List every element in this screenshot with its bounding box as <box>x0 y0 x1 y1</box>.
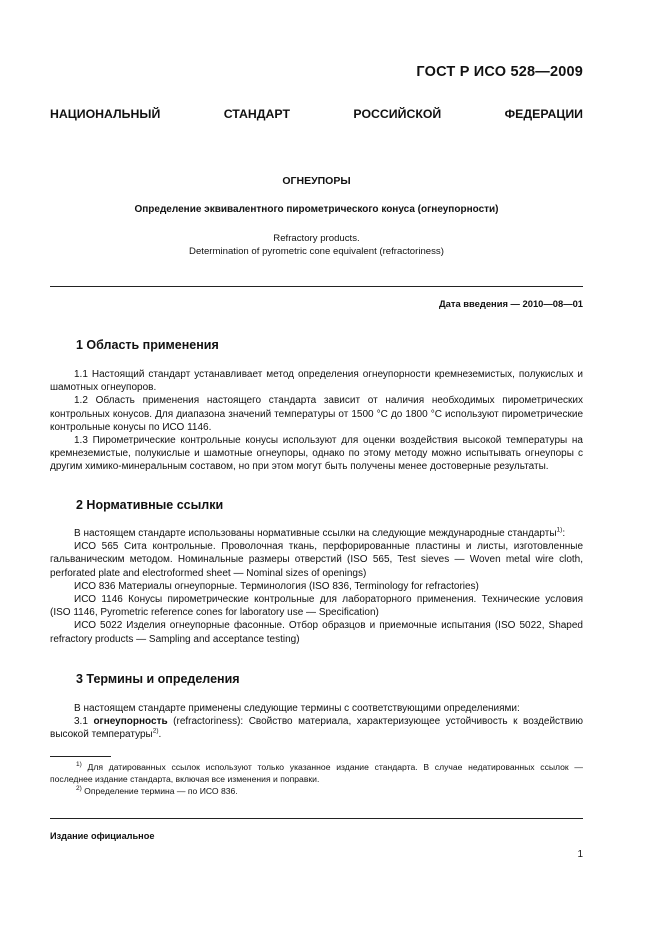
footnote-divider <box>50 756 111 757</box>
footnote-2: $^{2)}$ Определение термина — по ИСО 836. <box>76 785 238 796</box>
official-edition-label: Издание официальное <box>50 831 155 841</box>
title-divider <box>50 286 583 287</box>
clause-1-1: 1.1 Настоящий стандарт устанавливает метод определения огнеупорности кремнеземистых, полукислых и шамотных огнеупоров. <box>50 369 583 394</box>
clause-1-3: 1.3 Пирометрические контрольные конусы используют для оценки воздействия высокой температуры на кремнеземистые, полукислые и шамотные огнеупоры, однако по этому методу можно испытывать огнеупоры с другим химико-минеральным составом, но при этом могут быть получены менее достоверные результаты. <box>50 435 583 473</box>
introduction-date: Дата введения — 2010—08—01 <box>438 298 583 309</box>
gost-number: ГОСТ Р ИСО 528—2009 <box>416 64 583 80</box>
terms-intro: В настоящем стандарте применены следующие термины с соответствующими определениями: <box>74 703 520 714</box>
term-3-1: 3.1 огнеупорность (refractoriness): Свойство материала, характеризующее устойчивость к воздействию высокой температуры$^{2)}$. <box>50 716 584 741</box>
clause-1-2: 1.2 Область применения настоящего стандарта зависит от наличия необходимых пирометрических контрольных конусов. Для диапазона значений температуры от 1500 °С до 1800 °С используют пирометрические контрольные конусы по ИСО 1146. <box>50 395 583 433</box>
reference-iso-1146: ИСО 1146 Конусы пирометрические контрольные для лабораторного применения. Технические условия (ISO 1146, Pyrometric reference cones for laboratory use — Specification) <box>50 594 583 619</box>
reference-iso-5022: ИСО 5022 Изделия огнеупорные фасонные. Отбор образцов и приемочные испытания (ISO 5022, Shaped refractory products — Sampling and acceptance testing) <box>50 620 583 645</box>
section-2-heading: 2 Нормативные ссылки <box>76 498 224 512</box>
section-1-heading: 1 Область применения <box>76 338 219 352</box>
reference-iso-836: ИСО 836 Материалы огнеупорные. Терминология (ISO 836, Terminology for refractories) <box>74 580 479 592</box>
section-1-body <box>50 368 583 474</box>
english-title-line2: Determination of pyrometric cone equivalent (refractoriness) <box>189 246 444 257</box>
section-3-body <box>50 702 583 742</box>
english-title <box>50 232 583 258</box>
national-standard-banner: НАЦИОНАЛЬНЫЙ СТАНДАРТ РОССИЙСКОЙ ФЕДЕРАЦИИ <box>50 107 583 121</box>
references-intro: В настоящем стандарте использованы нормативные ссылки на следующие международные стандарты$^{1)}$: <box>74 526 566 539</box>
english-title-line1: Refractory products. <box>273 233 360 244</box>
section-2-body <box>50 527 583 646</box>
footnotes <box>50 761 583 797</box>
document-title: ОГНЕУПОРЫ <box>282 175 351 187</box>
document-subtitle: Определение эквивалентного пирометрического конуса (огнеупорности) <box>134 204 499 215</box>
term-name: огнеупорность <box>93 716 168 728</box>
page-number: 1 <box>577 849 583 860</box>
footer-divider <box>50 818 583 819</box>
reference-iso-565: ИСО 565 Сита контрольные. Проволочная ткань, перфорированные пластины и листы, изготовленные гальваническим методом. Номинальные размеры отверстий (ISO 565, Test sieves — Woven metal wire cloth, perforated plate and electroformed sheet — Nominal sizes of openings) <box>50 541 583 579</box>
footnote-1: $^{1)}$ Для датированных ссылок используют только указанное издание стандарта. В случае недатированных ссылок — последнее издание стандарта, включая все изменения и поправки. <box>50 761 583 784</box>
section-3-heading: 3 Термины и определения <box>76 672 240 686</box>
